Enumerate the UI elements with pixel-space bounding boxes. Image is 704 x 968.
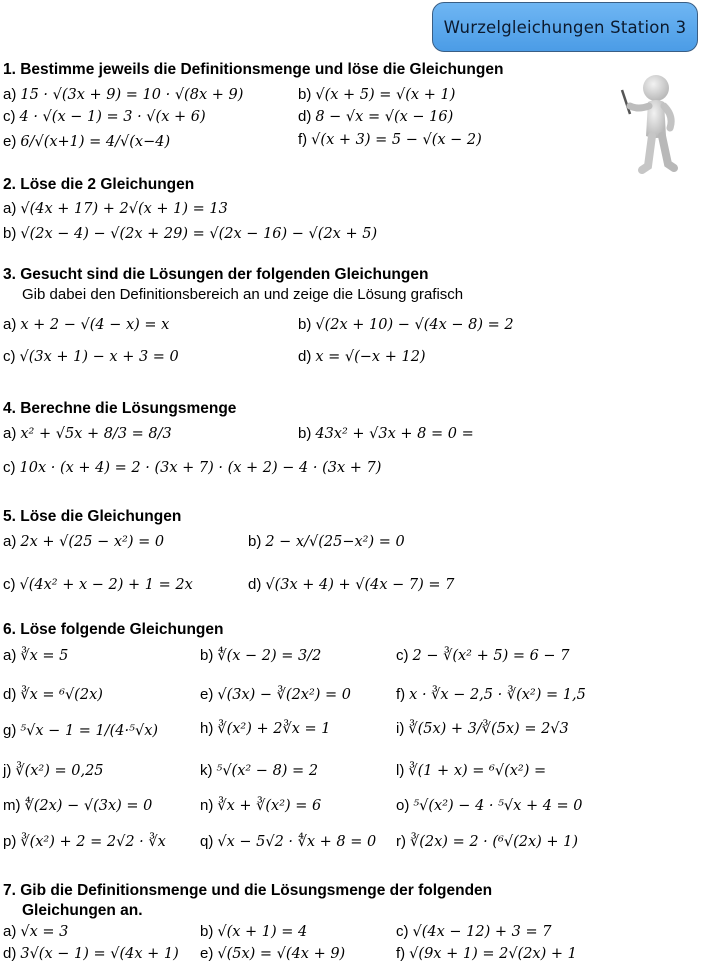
s6-item-d: d) ∛x = ⁶√(2x) xyxy=(3,686,103,703)
section-4-heading: 4. Berechne die Lösungsmenge xyxy=(3,400,237,417)
section-1-heading: 1. Bestimme jeweils die Definitionsmenge und löse die Gleichungen xyxy=(3,61,504,78)
section-3-subheading: Gib dabei den Definitionsbereich an und zeige die Lösung grafisch xyxy=(22,286,464,303)
s3-item-c: c) √(3x + 1) − x + 3 = 0 xyxy=(3,348,179,365)
s6-item-h: h) ∛(x²) + 2∛x = 1 xyxy=(200,720,331,737)
s1-item-b: b) √(x + 5) = √(x + 1) xyxy=(298,86,456,103)
s6-item-g: g) ⁵√x − 1 = 1/(4·⁵√x) xyxy=(3,722,159,739)
section-7-heading-line2: Gleichungen an. xyxy=(22,902,143,919)
s7-item-d: d) 3√(x − 1) = √(4x + 1) xyxy=(3,945,179,962)
s6-item-b: b) ∜(x − 2) = 3/2 xyxy=(200,647,322,664)
section-6-heading: 6. Löse folgende Gleichungen xyxy=(3,621,224,638)
stick-figure-pointer-image xyxy=(612,70,698,180)
s4-item-b: b) 43x² + √3x + 8 = 0 = xyxy=(298,425,474,442)
s6-item-f: f) x · ∛x − 2,5 · ∛(x²) = 1,5 xyxy=(396,686,586,703)
s2-item-b: b) √(2x − 4) − √(2x + 29) = √(2x − 16) − √(2x + 5) xyxy=(3,225,378,242)
s6-item-l: l) ∛(1 + x) = ⁶√(x²) = xyxy=(396,762,547,779)
s1-item-c: c) 4 · √(x − 1) = 3 · √(x + 6) xyxy=(3,108,206,125)
s7-item-a: a) √x = 3 xyxy=(3,923,69,940)
s7-item-f: f) √(9x + 1) = 2√(2x) + 1 xyxy=(396,945,577,962)
s7-item-c: c) √(4x − 12) + 3 = 7 xyxy=(396,923,552,940)
section-5-heading: 5. Löse die Gleichungen xyxy=(3,508,182,525)
s1-item-a: a) 15 · √(3x + 9) = 10 · √(8x + 9) xyxy=(3,86,244,103)
s1-item-e: e) 6/√(x+1) = 4/√(x−4) xyxy=(3,133,171,150)
s6-item-p: p) ∛(x²) + 2 = 2√2 · ∛x xyxy=(3,833,166,850)
s5-item-c: c) √(4x² + x − 2) + 1 = 2x xyxy=(3,576,193,593)
s1-item-f: f) √(x + 3) = 5 − √(x − 2) xyxy=(298,131,482,148)
station-title: Wurzelgleichungen Station 3 xyxy=(443,17,687,37)
s6-item-a: a) ∛x = 5 xyxy=(3,647,69,664)
s3-item-b: b) √(2x + 10) − √(4x − 8) = 2 xyxy=(298,316,514,333)
s6-item-k: k) ⁵√(x² − 8) = 2 xyxy=(200,762,319,779)
s2-item-a: a) √(4x + 17) + 2√(x + 1) = 13 xyxy=(3,200,228,217)
s6-item-o: o) ⁵√(x²) − 4 · ⁵√x + 4 = 0 xyxy=(396,797,583,814)
s7-item-b: b) √(x + 1) = 4 xyxy=(200,923,308,940)
s6-item-m: m) ∜(2x) − √(3x) = 0 xyxy=(3,797,153,814)
s5-item-a: a) 2x + √(25 − x²) = 0 xyxy=(3,533,165,550)
s6-item-i: i) ∛(5x) + 3/∛(5x) = 2√3 xyxy=(396,720,569,737)
s7-item-e: e) √(5x) = √(4x + 9) xyxy=(200,945,346,962)
s3-item-d: d) x = √(−x + 12) xyxy=(298,348,426,365)
s6-item-n: n) ∛x + ∛(x²) = 6 xyxy=(200,797,322,814)
s6-item-j: j) ∛(x²) = 0,25 xyxy=(3,762,104,779)
s6-item-e: e) √(3x) − ∛(2x²) = 0 xyxy=(200,686,352,703)
s5-item-b: b) 2 − x/√(25−x²) = 0 xyxy=(248,533,405,550)
s4-item-c: c) 10x · (x + 4) = 2 · (3x + 7) · (x + 2) − 4 · (3x + 7) xyxy=(3,459,382,476)
s3-item-a: a) x + 2 − √(4 − x) = x xyxy=(3,316,170,333)
s6-item-c: c) 2 − ∛(x² + 5) = 6 − 7 xyxy=(396,647,570,664)
s6-item-q: q) √x − 5√2 · ∜x + 8 = 0 xyxy=(200,833,377,850)
section-3-heading: 3. Gesucht sind die Lösungen der folgenden Gleichungen xyxy=(3,266,429,283)
s1-item-d: d) 8 − √x = √(x − 16) xyxy=(298,108,454,125)
section-7-heading: 7. Gib die Definitionsmenge und die Lösungsmenge der folgenden xyxy=(3,882,493,899)
section-2-heading: 2. Löse die 2 Gleichungen xyxy=(3,176,195,193)
s5-item-d: d) √(3x + 4) + √(4x − 7) = 7 xyxy=(248,576,455,593)
s6-item-r: r) ∛(2x) = 2 · (⁶√(2x) + 1) xyxy=(396,833,579,850)
s4-item-a: a) x² + √5x + 8/3 = 8/3 xyxy=(3,425,172,442)
station-title-badge xyxy=(432,2,698,52)
